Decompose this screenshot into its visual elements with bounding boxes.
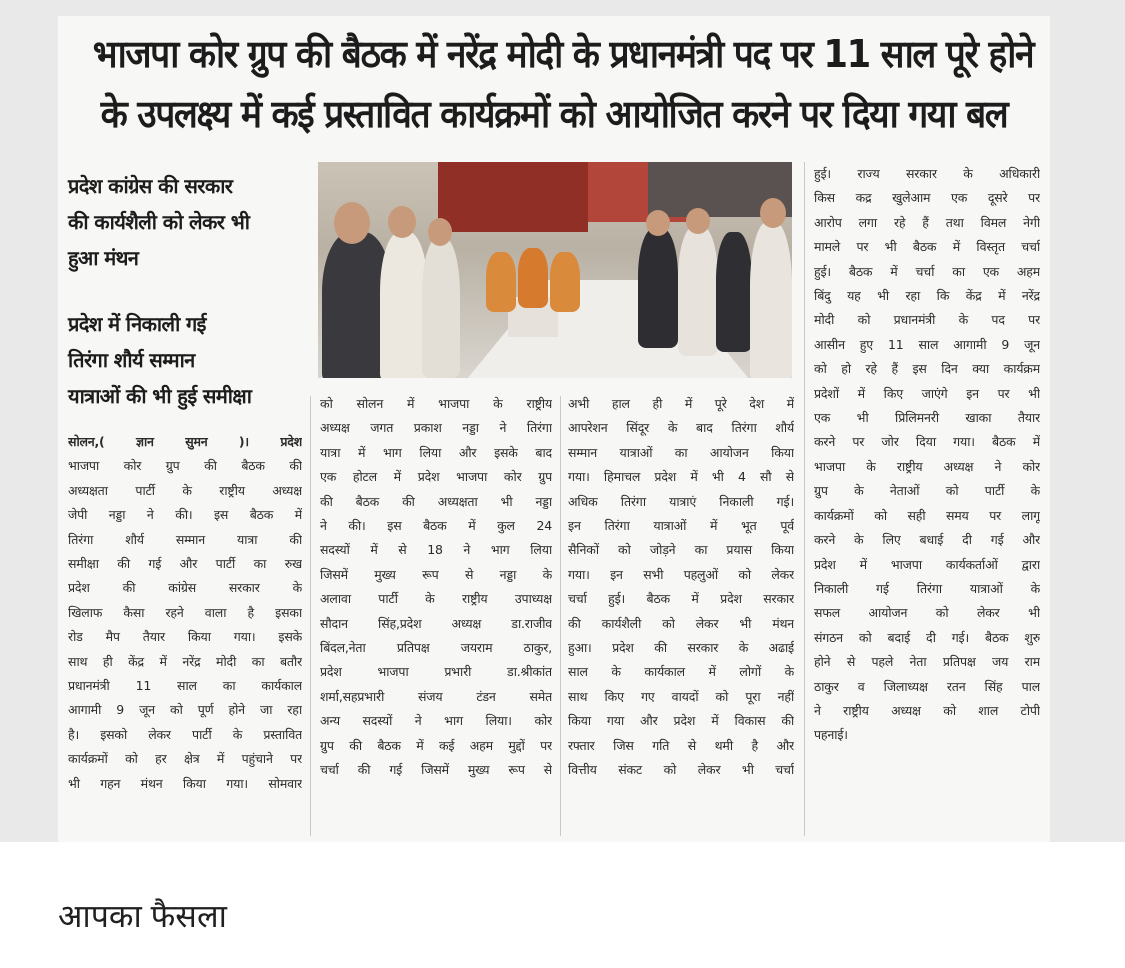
footer-bar [0, 842, 1125, 968]
headline-line-2: के उपलक्ष्य में कई प्रस्तावित कार्यक्रमों को आयोजित करने पर दिया गया बल [100, 92, 1008, 136]
headline-line-1: भाजपा कोर ग्रुप की बैठक में नरेंद्र मोदी के प्रधानमंत्री पद पर 11 साल पूरे होने [92, 32, 1034, 76]
article-column-1: सोलन,( ज्ञान सुमन )। प्रदेश भाजपा कोर ग्रुप की बैठक की अध्यक्षता पार्टी के राष्ट्रीय अध्यक्ष जेपी नड्डा ने की। इस बैठक में तिरंगा शौर्य सम्मान यात्रा की समीक्षा की गई और पार्टी का रुख प्रदेश की कांग्रेस सरकार के खिलाफ कैसा रहने वाला है इसका रोड मैप तैयार किया गया। इसके साथ ही केंद्र में नरेंद्र मोदी का बतौर प्रधानमंत्री 11 साल का कार्यकाल आगामी 9 जून को पूर्ण होने जा रहा है। इसको लेकर पार्टी के प्रस्तावित कार्यक्रमों को हर क्षेत्र में पहुंचाने पर भी गहन मंथन किया गया। सोमवार [68, 430, 302, 796]
article-column-2: को सोलन में भाजपा के राष्ट्रीय अध्यक्ष जगत प्रकाश नड्डा ने तिरंगा यात्रा में भाग लिया और इसके बाद एक होटल में प्रदेश भाजपा कोर ग्रुप की बैठक की अध्यक्षता भी नड्डा ने की। इस बैठक में कुल 24 सदस्यों में से 18 ने भाग लिया जिसमें मुख्य रूप से नड्डा के अलावा पार्टी के राष्ट्रीय उपाध्यक्ष सौदान सिंह,प्रदेश अध्यक्ष डा.राजीव बिंदल,नेता प्रतिपक्ष जयराम ठाकुर, प्रदेश भाजपा प्रभारी डा.श्रीकांत शर्मा,सहप्रभारी संजय टंडन समेत अन्य सदस्यों ने भाग लिया। कोर ग्रुप की बैठक में कई अहम मुद्दों पर चर्चा की गई जिसमें मुख्य रूप से [320, 396, 552, 778]
dateline: सोलन,( ज्ञान सुमन )। प्रदेश [68, 434, 302, 449]
subheading-congress-govt: प्रदेश कांग्रेस की सरकार की कार्यशैली को लेकर भी हुआ मंथन [68, 174, 250, 270]
meeting-photo [318, 162, 792, 378]
article-column-4: हुई। राज्य सरकार के अधिकारी किस कद्र खुलेआम एक दूसरे पर आरोप लगा रहे हैं तथा विमल नेगी मामले पर भी बैठक में विस्तृत चर्चा हुई। बैठक में चर्चा का एक अहम बिंदु यह भी रहा कि केंद्र में नरेंद्र मोदी को प्रधानमंत्री के पद पर आसीन हुए 11 साल आगामी 9 जून को हो रहे हैं इस दिन क्या कार्यक्रम प्रदेशों में किए जाएंगे इन पर भी एक भी प्रिलिमनरी खाका तैयार करने पर जोर दिया गया। बैठक में भाजपा के राष्ट्रीय अध्यक्ष ने कोर ग्रुप के नेताओं को पार्टी के कार्यक्रमों को सही समय पर लागू करने के लिए बधाई दी गई और प्रदेश में भाजपा कार्यकर्ताओं द्वारा निकाली गई तिरंगा यात्राओं के सफल आयोजन को लेकर भी संगठन को बदाई दी गई। बैठक शुरु होने से पहले नेता प्रतिपक्ष जय राम ठाकुर व जिलाध्यक्ष रतन सिंह पाल ने राष्ट्रीय अध्यक्ष को शाल टोपी पहनाई। [814, 166, 1040, 743]
column-divider [804, 162, 805, 836]
article-column-3: अभी हाल ही में पूरे देश में आपरेशन सिंदूर के बाद तिरंगा शौर्य सम्मान यात्राओं का आयोजन किया गया। हिमाचल प्रदेश में भी 4 सौ से अधिक तिरंगा यात्राएं निकाली गई। इन तिरंगा यात्राओं में भूत पूर्व सैनिकों को जोड़ने का प्रयास किया गया। इन सभी पहलुओं को लेकर चर्चा हुई। बैठक में प्रदेश सरकार की कार्यशैली को लेकर भी मंथन हुआ। प्रदेश की सरकार के अढाई साल के कार्यकाल में लोगों के साथ किए गए वायदों को पूरा नहीं किया गया और प्रदेश में विकास की रफ्तार जिस गति से थमी है और वित्तीय संकट को लेकर भी चर्चा [568, 396, 794, 778]
footer-label: आपका फैसला [58, 898, 227, 934]
subheading-tiranga-yatra: प्रदेश में निकाली गई तिरंगा शौर्य सम्मान यात्राओं की भी हुई समीक्षा [68, 312, 252, 408]
headline [92, 24, 1034, 144]
column-divider [310, 396, 311, 836]
newspaper-clipping [58, 16, 1050, 842]
column-divider [560, 396, 561, 836]
